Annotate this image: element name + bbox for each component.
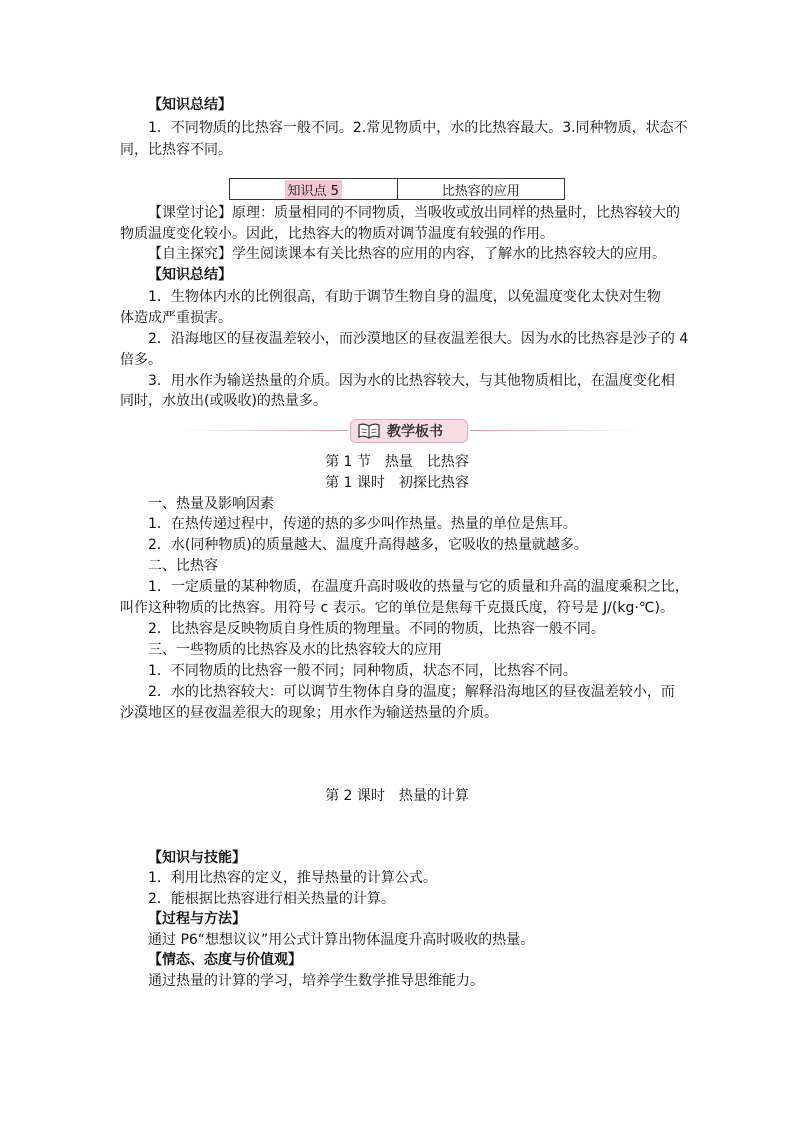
- text-line: 2．水(同种物质)的质量越大、温度升高得越多，它吸收的热量就越多。: [148, 537, 588, 553]
- text-line: 倍多。: [120, 352, 162, 368]
- text-line: 体造成严重损害。: [120, 310, 232, 326]
- text-line: 2．水的比热容较大：可以调节生物体自身的温度；解释沿海地区的昼夜温差较小，而: [148, 684, 675, 700]
- text-line: 通过热量的计算的学习，培养学生数学推导思维能力。: [148, 973, 484, 989]
- text-line: 1．一定质量的某种物质，在温度升高时吸收的热量与它的质量和升高的温度乘积之比，: [148, 579, 689, 595]
- text-line: 【课堂讨论】原理：质量相同的不同物质，当吸收或放出同样的热量时，比热容较大的: [148, 205, 680, 221]
- text-line: 同，比热容不同。: [120, 142, 232, 158]
- section-heading: 【知识总结】: [148, 97, 232, 113]
- text-line: 2．能根据比热容进行相关热量的计算。: [148, 891, 395, 907]
- board-banner: [350, 419, 468, 443]
- knowledge-point-tag: 知识点 5: [285, 180, 342, 199]
- text-line: 2．比热容是反映物质自身性质的物理量。不同的物质，比热容一般不同。: [148, 621, 605, 637]
- knowledge-point-title: 比热容的应用: [441, 183, 520, 199]
- knowledge-point-tag-cell: [230, 179, 398, 199]
- section-heading: 【情态、态度与价值观】: [148, 952, 302, 968]
- text-line: 物质温度变化较小。因此，比热容大的物质对调节温度有较强的作用。: [120, 226, 554, 242]
- divider-line: [178, 430, 348, 431]
- knowledge-point-title-cell: [398, 179, 565, 199]
- text-line: 1．生物体内水的比例很高，有助于调节生物自身的温度，以免温度变化太快对生物: [148, 289, 661, 305]
- board-heading: 第 1 节 热量 比热容: [325, 454, 469, 470]
- text-line: 通过 P6“想想议议”用公式计算出物体温度升高时吸收的热量。: [148, 932, 535, 948]
- board-title: 教学板书: [387, 424, 443, 440]
- book-icon: [357, 423, 381, 439]
- text-line: 1．利用比热容的定义，推导热量的计算公式。: [148, 870, 437, 886]
- text-line: 三、一些物质的比热容及水的比热容较大的应用: [148, 642, 442, 658]
- section-heading: 【知识与技能】: [148, 850, 246, 866]
- knowledge-point-table: [229, 178, 565, 200]
- divider-line: [470, 430, 640, 431]
- text-line: 同时，水放出(或吸收)的热量多。: [120, 393, 327, 409]
- text-line: 1．不同物质的比热容一般不同。2.常见物质中，水的比热容最大。3.同种物质，状态不: [148, 120, 688, 136]
- text-line: 二、比热容: [148, 558, 218, 574]
- section-heading: 【过程与方法】: [148, 911, 246, 927]
- section-heading: 【知识总结】: [148, 267, 232, 283]
- board-subheading: 第 1 课时 初探比热容: [325, 475, 469, 491]
- text-line: 【自主探究】学生阅读课本有关比热容的应用的内容，了解水的比热容较大的应用。: [148, 246, 666, 262]
- text-line: 1．不同物质的比热容一般不同；同种物质，状态不同，比热容不同。: [148, 663, 577, 679]
- text-line: 1．在热传递过程中，传递的热的多少叫作热量。热量的单位是焦耳。: [148, 516, 577, 532]
- lesson-heading: 第 2 课时 热量的计算: [325, 788, 469, 804]
- text-line: 叫作这种物质的比热容。用符号 c 表示。它的单位是焦每千克摄氏度，符号是 J/(kg·℃)。: [120, 600, 674, 616]
- text-line: 一、热量及影响因素: [148, 496, 274, 512]
- text-line: 3．用水作为输送热量的介质。因为水的比热容较大，与其他物质相比，在温度变化相: [148, 373, 675, 389]
- text-line: 沙漠地区的昼夜温差很大的现象；用水作为输送热量的介质。: [120, 705, 498, 721]
- text-line: 2．沿海地区的昼夜温差较小，而沙漠地区的昼夜温差很大。因为水的比热容是沙子的 4: [148, 331, 689, 347]
